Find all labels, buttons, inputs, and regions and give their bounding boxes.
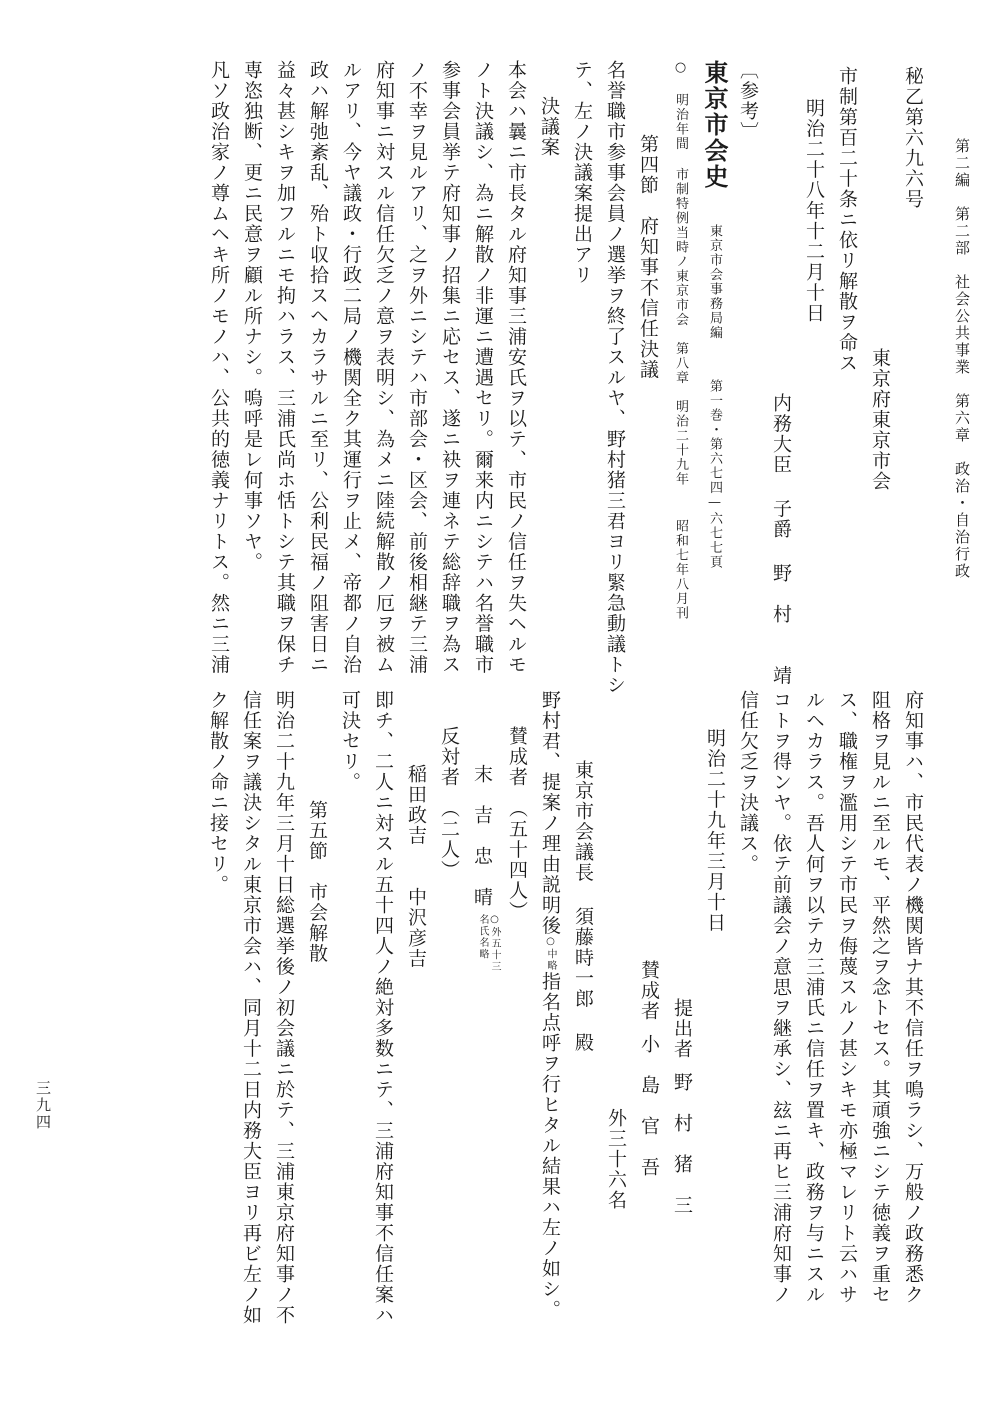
addressee: 東京市会議長 須藤時一郎 殿: [572, 760, 594, 1053]
nays-names: 稲田政吉 中沢彦吉: [405, 764, 427, 969]
vote-intro: [533, 688, 566, 1326]
nays-label: 反対者 （二人）: [438, 726, 460, 881]
resolution-title: 決議案: [538, 96, 560, 158]
resolution-line-9: 専恣独断、更ニ民意ヲ顧ル所ナシ。嗚呼是レ何事ソヤ。: [241, 60, 263, 573]
reference-published: 昭和七年八月刊: [673, 519, 688, 621]
supporter-line: [632, 688, 665, 1326]
result-line-1: 即チ、二人ニ対スル五十四人ノ絶対多数ニテ、三浦府知事不信任案ハ: [372, 690, 394, 1326]
section4-heading: 第四節 府知事不信任決議: [637, 134, 659, 380]
supporter-label: 賛成者: [638, 960, 660, 1022]
vote-intro-a: 野村君、提案ノ理由説明後: [539, 690, 561, 936]
resolution-line-11: 府知事ハ、市民代表ノ機関皆ナ其不信任ヲ鳴ラシ、万般ノ政務悉ク: [902, 690, 924, 1305]
reference-title-line: [697, 58, 731, 696]
reference-editor: 東京市会事務局編: [707, 223, 722, 340]
reference-tag-text: 〔参考〕: [737, 60, 759, 142]
section5-line-1: 明治二十九年三月十日総選挙後ノ初会議ニ於テ、三浦東京府知事ノ不: [273, 690, 295, 1326]
reference-chapter-text: ○ 明治年間 市制特例当時ノ東京市会 第八章 明治二十九年: [673, 60, 688, 487]
section4-intro-1: 名誉職市参事会員ノ選挙ヲ終了スルヤ、野村猪三君ヨリ緊急動議トシ: [604, 60, 626, 696]
resolution-line-8: 益々甚シキヲ加フルニモ拘ハラス、三浦氏尚ホ恬トシテ其職ヲ保チ: [274, 60, 296, 675]
reference-book-title: 東京市会史: [700, 60, 729, 190]
page-number: 三九四: [34, 1080, 52, 1131]
ayes-label: 賛成者 （五十四人）: [506, 726, 528, 922]
order-recipient: 東京府東京市会: [869, 348, 891, 492]
resolution-line-7: 政ハ解弛紊乱、殆ト収拾スヘカラサルニ至リ、公利民福ノ阻害日ニ: [307, 60, 329, 675]
section5-heading: 第五節 市会解散: [306, 800, 328, 964]
resolution-line-2: ノト決議シ、為ニ解散ノ非運ニ遭遇セリ。爾来内ニシテハ名誉職市: [472, 60, 494, 675]
vote-intro-b: 指名点呼ヲ行ヒタル結果ハ左ノ如シ。: [539, 971, 561, 1320]
resolution-line-5: 府知事ニ対スル信任欠乏ノ意ヲ表明シ、為メニ陸続解散ノ厄ヲ被ム: [373, 60, 395, 675]
order-date: 明治二十八年十二月十日: [803, 98, 825, 324]
running-title: 第二編 第二部 社会公共事業 第六章 政治・自治行政: [953, 138, 971, 580]
lower-text-block: [201, 688, 929, 1326]
supporter-others: 外三十六名: [605, 1108, 627, 1211]
reference-volume-pages: 第一巻・第六七四—六七七頁: [707, 379, 722, 570]
ayes-note-top: ○外五十三: [489, 913, 500, 972]
section5-line-2: 信任案ヲ議決シタル東京市会ハ、同月十二日内務大臣ヨリ再ビ左ノ如: [240, 690, 262, 1326]
resolution-line-6: ルアリ、今ヤ議政・行政二局ノ機関全ク其運行ヲ止メ、帝都ノ自治: [340, 60, 362, 675]
ayes-note: [476, 908, 500, 973]
upper-text-block: [202, 58, 929, 696]
ayes-line: [465, 688, 500, 1326]
result-line-2: 可決セリ。: [339, 690, 361, 793]
submitter-name: 野 村 猪 三: [671, 1071, 693, 1215]
section4-intro-2: テ、左ノ決議案提出アリ: [571, 60, 593, 286]
resolution-line-15: コトヲ得ンヤ。依テ前議会ノ意思ヲ継承シ、玆ニ再ヒ三浦府知事ノ: [770, 690, 792, 1305]
submitter-label: 提出者: [671, 998, 693, 1060]
resolution-line-13: ス、職権ヲ濫用シテ市民ヲ侮蔑スルノ甚シキモ亦極マレリト云ハサ: [836, 690, 858, 1305]
resolution-line-12: 阻格ヲ見ルニ至ルモ、平然之ヲ念トセス。其頑強ニシテ徳義ヲ重セ: [869, 690, 891, 1305]
resolution-line-16: 信任欠乏ヲ決議ス。: [737, 690, 759, 875]
order-text: 市制第百二十条ニ依リ解散ヲ命ス: [836, 66, 858, 374]
resolution-line-3: 参事会員挙テ府知事ノ招集ニ応セス、遂ニ袂ヲ連ネテ総辞職ヲ為ス: [439, 60, 461, 675]
resolution-line-4: ノ不幸ヲ見ルアリ、之ヲ外ニシテハ市部会・区会、前後相継テ三浦: [406, 60, 428, 675]
ayes-names: 末 吉 忠 晴: [471, 764, 493, 908]
resolution-date: 明治二十九年三月十日: [704, 728, 726, 933]
running-header: [945, 138, 978, 580]
ayes-note-bottom: 名氏名略: [477, 913, 488, 960]
supporter-name: 小 島 官 吾: [638, 1033, 660, 1177]
section5-line-3: ク解散ノ命ニ接セリ。: [207, 690, 229, 895]
resolution-line-10: 凡ソ政治家ノ尊ムヘキ所ノモノハ、公共的徳義ナリトス。然ニ三浦: [208, 60, 230, 675]
order-number: 秘乙第六九六号: [902, 66, 924, 210]
resolution-line-14: ルヘカラス。吾人何ヲ以テカ三浦氏ニ信任ヲ置キ、政務ヲ与ニスル: [803, 690, 825, 1305]
reference-tag: [731, 58, 764, 696]
order-signer: 内務大臣 子爵 野 村 靖: [770, 393, 792, 686]
reference-chapter-line: [664, 58, 697, 696]
resolution-line-1: 本会ハ曩ニ市長タル府知事三浦安氏ヲ以テ、市民ノ信任ヲ失ヘルモ: [505, 60, 527, 675]
vote-intro-note: ○中略: [545, 936, 556, 972]
submitter-line: [665, 688, 698, 1326]
page-number-block: [26, 1080, 59, 1131]
